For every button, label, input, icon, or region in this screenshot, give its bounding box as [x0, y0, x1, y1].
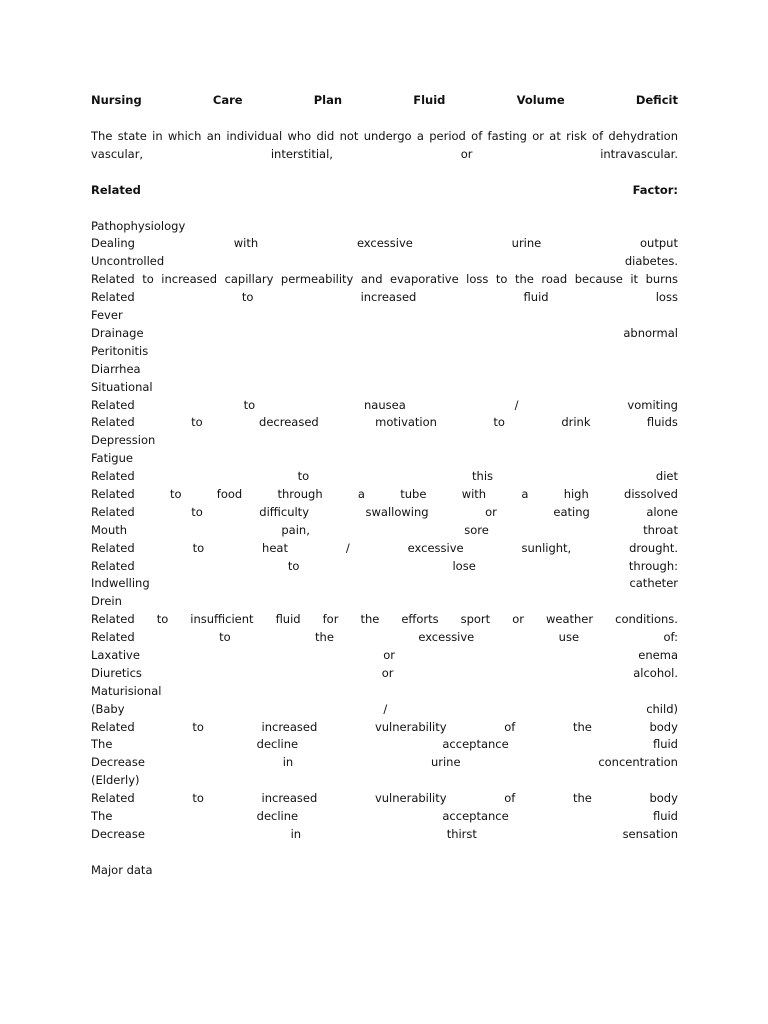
list-item [91, 808, 678, 826]
list-item-word: fluid [523, 290, 549, 305]
list-item-word: because [574, 272, 623, 287]
list-item-word: weather [545, 612, 594, 627]
list-item-word: to [192, 791, 204, 806]
list-item-word: Laxative [91, 647, 140, 662]
list-item-word: of [504, 791, 516, 806]
list-item-word: evaporative [390, 272, 459, 287]
list-item-word: Related [91, 540, 135, 555]
list-item-word: sunlight, [521, 540, 572, 555]
list-item [91, 665, 678, 683]
list-item [91, 361, 678, 379]
list-item-word: to [219, 630, 231, 645]
related-factor-list [91, 218, 678, 844]
list-item [91, 307, 678, 325]
definition-word: of [592, 128, 604, 143]
list-item-word: permeability [280, 272, 354, 287]
definition-word: undergo [363, 128, 412, 143]
definition-word: The [91, 128, 113, 143]
list-item [91, 790, 678, 808]
list-item-word: motivation [375, 415, 437, 430]
list-item-word: Diuretics [91, 665, 142, 680]
list-item-word: or [381, 665, 394, 680]
list-item-word: Dealing [91, 236, 135, 251]
list-item-word: Related [91, 558, 135, 573]
related-factor-heading [91, 182, 678, 200]
title-word: Nursing [91, 93, 142, 107]
list-item-word: The [91, 808, 113, 823]
list-item-word: urine [430, 755, 461, 770]
list-item [91, 593, 678, 611]
list-item-word: to [192, 719, 204, 734]
list-item-word: Related [91, 719, 135, 734]
list-item-word: body [649, 791, 678, 806]
list-item-word: vulnerability [374, 791, 447, 806]
list-item-word: heat [262, 540, 288, 555]
list-item [91, 289, 678, 307]
definition-word: vascular, [91, 146, 144, 161]
list-item-word: the [514, 272, 534, 287]
definition-word: in [152, 128, 163, 143]
list-item-word: nausea [364, 397, 406, 412]
definition-word: interstitial, [270, 146, 333, 161]
list-item-word: of [504, 719, 516, 734]
definition-word: at [549, 128, 561, 143]
definition-line [91, 146, 678, 164]
list-item-word: Related [91, 612, 135, 627]
list-item-word: Peritonitis [91, 343, 149, 358]
list-item [91, 611, 678, 629]
list-item-word: to [243, 397, 256, 412]
document-title [91, 92, 678, 110]
list-item-word: fluid [275, 612, 301, 627]
list-item-word: Diarrhea [91, 361, 141, 376]
list-item-word: acceptance [442, 808, 509, 823]
list-item-word: with [233, 236, 259, 251]
list-item-word: Related [91, 486, 135, 501]
list-item-word: Related [91, 469, 135, 484]
list-item-word: / [514, 397, 519, 412]
list-item-word: / [383, 701, 388, 716]
list-item-word: / [345, 540, 350, 555]
list-item [91, 343, 678, 361]
list-item-word: high [563, 486, 589, 501]
list-item [91, 432, 678, 450]
list-item-word: and [360, 272, 383, 287]
title-word: Deficit [635, 93, 678, 107]
list-item [91, 754, 678, 772]
list-item-word: (Elderly) [91, 773, 140, 788]
list-item-word: Depression [91, 433, 156, 448]
list-item [91, 540, 678, 558]
list-item-word: Related [91, 415, 135, 430]
list-item-word: decline [256, 737, 299, 752]
list-item-word: Uncontrolled [91, 254, 165, 269]
definition-line [91, 128, 678, 146]
list-item-word: Fatigue [91, 451, 133, 466]
definition-paragraph [91, 128, 678, 164]
list-item [91, 253, 678, 271]
list-item-word: Mouth [91, 522, 128, 537]
list-item-word: Situational [91, 379, 153, 394]
list-item-word: Indwelling [91, 576, 150, 591]
list-item-word: to [169, 486, 182, 501]
list-item-word: increased [261, 791, 318, 806]
list-item-word: dissolved [624, 486, 678, 501]
list-item-word: sensation [622, 826, 678, 841]
list-item-word: to [495, 272, 508, 287]
list-item-word: Pathophysiology [91, 218, 186, 233]
list-item-word: a [357, 486, 365, 501]
list-item-word: a [521, 486, 529, 501]
list-item-word: decreased [259, 415, 319, 430]
list-item [91, 414, 678, 432]
list-item-word: (Baby [91, 701, 125, 716]
list-item-word: fluids [646, 415, 678, 430]
list-item-word: to [287, 558, 300, 573]
document-body [91, 92, 678, 880]
list-item-word: Drainage [91, 325, 144, 340]
list-item-word: to [156, 612, 169, 627]
definition-word: intravascular. [600, 146, 678, 161]
list-item-word: abnormal [623, 325, 678, 340]
list-item-word: drought. [629, 540, 678, 555]
list-item [91, 486, 678, 504]
list-item [91, 271, 678, 289]
list-item [91, 450, 678, 468]
list-item-word: food [216, 486, 243, 501]
list-item-word: Related [91, 504, 135, 519]
list-item-word: or [485, 504, 497, 519]
list-item-word: vulnerability [374, 719, 447, 734]
list-item-word: road [541, 272, 568, 287]
definition-word: of [471, 128, 483, 143]
list-item-word: through: [628, 558, 678, 573]
list-item-word: Maturisional [91, 683, 162, 698]
list-item-word: for [322, 612, 339, 627]
list-item-word: Fever [91, 308, 123, 323]
list-item-word: swallowing [365, 504, 429, 519]
list-item-word: increased [161, 272, 218, 287]
related-heading-word: Related [91, 182, 141, 197]
list-item-word: alcohol. [633, 665, 678, 680]
definition-word: an [206, 128, 222, 143]
definition-word: a [416, 128, 424, 143]
list-item-word: thirst [446, 826, 477, 841]
list-item [91, 397, 678, 415]
list-item-word: difficulty [259, 504, 309, 519]
list-item-word: through [277, 486, 323, 501]
list-item-word: to [493, 415, 505, 430]
list-item-word: the [360, 612, 380, 627]
list-item-word: urine [511, 236, 542, 251]
list-item [91, 504, 678, 522]
list-item [91, 218, 678, 236]
list-item [91, 468, 678, 486]
list-item [91, 719, 678, 737]
list-item [91, 558, 678, 576]
list-item-word: it [630, 272, 639, 287]
list-item [91, 736, 678, 754]
definition-word: not [339, 128, 359, 143]
definition-word: state [117, 128, 147, 143]
list-item-word: excessive [407, 540, 464, 555]
list-item [91, 325, 678, 343]
title-word: Plan [313, 93, 343, 107]
list-item-word: throat [643, 522, 678, 537]
list-item-word: efforts [401, 612, 439, 627]
definition-word: period [429, 128, 466, 143]
list-item-word: conditions. [615, 612, 678, 627]
list-item [91, 647, 678, 665]
list-item-word: with [461, 486, 487, 501]
list-item-word: body [649, 719, 678, 734]
list-item-word: excessive [356, 236, 413, 251]
related-heading-word: Factor: [632, 182, 678, 197]
list-item-word: Related [91, 272, 135, 287]
list-item-word: this [472, 469, 493, 484]
list-item-word: use [558, 630, 580, 645]
list-item [91, 235, 678, 253]
list-item-word: tube [400, 486, 427, 501]
list-item-word: Related [91, 290, 135, 305]
list-item-word: lose [452, 558, 476, 573]
title-word: Care [212, 93, 243, 107]
list-item-word: of: [663, 630, 678, 645]
list-item-word: the [572, 791, 592, 806]
list-item-word: excessive [418, 630, 475, 645]
list-item-word: drink [561, 415, 591, 430]
definition-word: did [316, 128, 335, 143]
list-item-word: or [383, 647, 395, 662]
definition-word: dehydration [608, 128, 678, 143]
list-item-word: capillary [224, 272, 274, 287]
major-data-label: Major data [91, 862, 153, 877]
list-item-word: eating [553, 504, 590, 519]
list-item-word: concentration [598, 755, 678, 770]
list-item-word: or [512, 612, 524, 627]
list-item-word: to [142, 272, 154, 287]
list-item-word: increased [360, 290, 417, 305]
list-item-word: Decrease [91, 755, 145, 770]
list-item-word: burns [645, 272, 678, 287]
list-item-word: pain, [281, 522, 310, 537]
list-item-word: in [282, 755, 294, 770]
list-item-word: loss [655, 290, 678, 305]
list-item-word: the [572, 719, 592, 734]
definition-word: risk [566, 128, 587, 143]
list-item-word: acceptance [442, 737, 509, 752]
list-item-word: to [191, 415, 203, 430]
list-item-word: vomiting [627, 397, 678, 412]
list-item-word: insufficient [190, 612, 254, 627]
list-item [91, 683, 678, 701]
list-item-word: loss [466, 272, 489, 287]
list-item [91, 701, 678, 719]
list-item-word: increased [261, 719, 318, 734]
list-item-word: fluid [652, 808, 678, 823]
list-item-word: child) [646, 701, 678, 716]
list-item-word: output [640, 236, 678, 251]
list-item-word: Related [91, 630, 135, 645]
list-item-word: to [191, 504, 203, 519]
list-item-word: decline [256, 808, 299, 823]
list-item-word: Related [91, 397, 135, 412]
list-item-word: diabetes. [624, 254, 678, 269]
list-item [91, 826, 678, 844]
list-item [91, 522, 678, 540]
definition-word: which [167, 128, 202, 143]
title-word: Fluid [413, 93, 446, 107]
list-item-word: to [297, 469, 310, 484]
list-item [91, 575, 678, 593]
definition-word: or [532, 128, 544, 143]
list-item-word: sore [464, 522, 489, 537]
list-item-word: Decrease [91, 826, 145, 841]
list-item-word: in [290, 826, 302, 841]
list-item [91, 379, 678, 397]
list-item-word: the [315, 630, 334, 645]
list-item [91, 772, 678, 790]
list-item-word: enema [638, 647, 678, 662]
list-item-word: catheter [629, 576, 678, 591]
list-item-word: to [192, 540, 205, 555]
list-item-word: alone [646, 504, 678, 519]
list-item-word: fluid [652, 737, 678, 752]
definition-word: individual [226, 128, 283, 143]
list-item-word: to [241, 290, 254, 305]
list-item-word: The [91, 737, 113, 752]
list-item-word: sport [460, 612, 491, 627]
list-item-word: Drein [91, 594, 122, 609]
definition-word: or [460, 146, 473, 161]
list-item-word: diet [655, 469, 678, 484]
title-word: Volume [516, 93, 565, 107]
definition-word: fasting [487, 128, 527, 143]
list-item-word: Related [91, 791, 135, 806]
list-item [91, 629, 678, 647]
definition-word: who [287, 128, 312, 143]
